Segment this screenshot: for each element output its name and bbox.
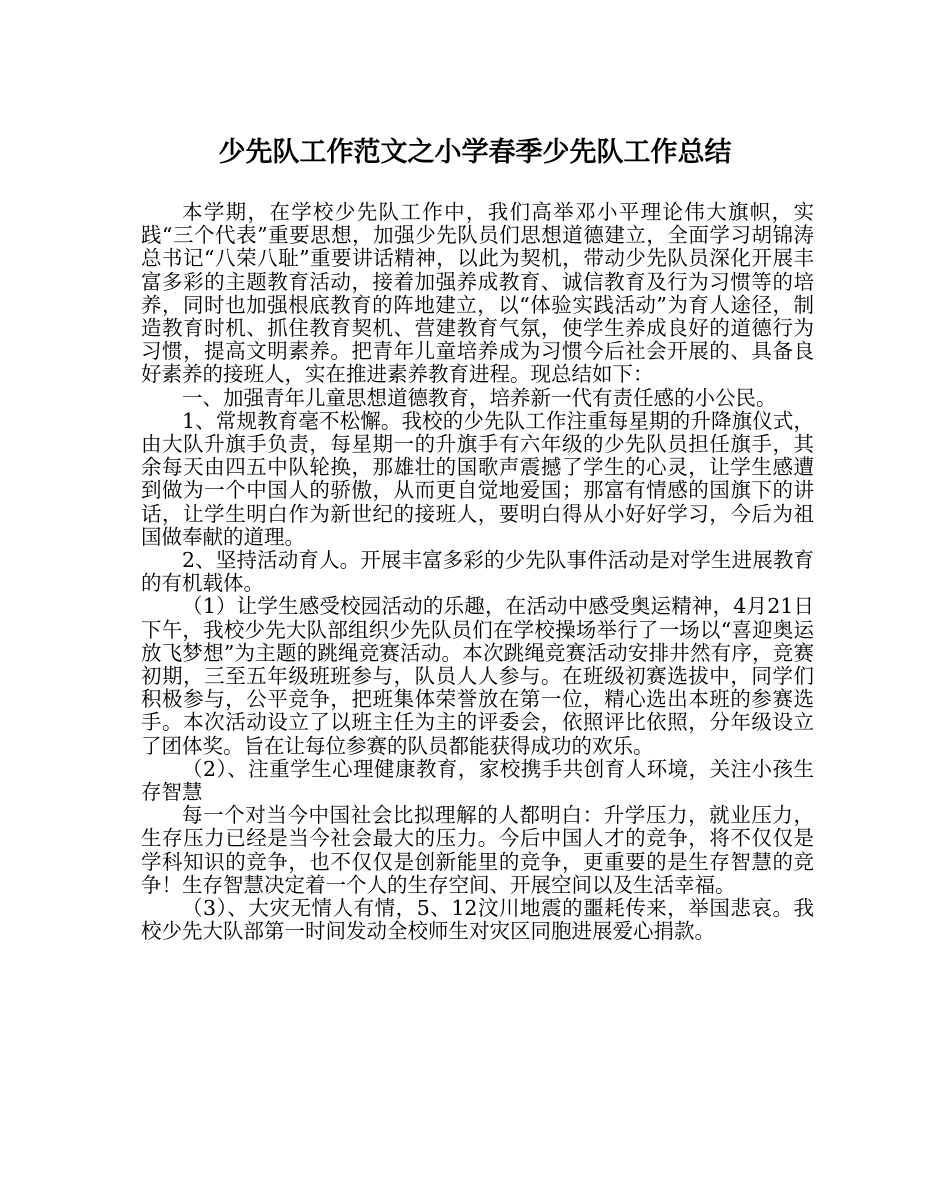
paragraph-item-3: （3）、大灾无情人有情，5、12汶川地震的噩耗传来，举国悲哀。我校少先大队部第一时间发动全校师生对灾区同胞进展爱心捐款。 xyxy=(141,896,814,944)
paragraph-section-1-heading: 一、加强青年儿童思想道德教育，培养新一代有责任感的小公民。 xyxy=(182,385,777,410)
paragraph-survival-wisdom: 每一个对当今中国社会比拟理解的人都明白：升学压力，就业压力，生存压力已经是当今社会最大的压力。今后中国人才的竞争，将不仅仅是学科知识的竞争，也不仅仅是创新能里的竞争，更重要的是生存智慧的竞争！生存智慧决定着一个人的生存空间、开展空间以及生活幸福。 xyxy=(141,803,814,897)
paragraph-activity-education: 2、坚持活动育人。开展丰富多彩的少先队事件活动是对学生进展教育的有机载体。 xyxy=(141,548,814,596)
document-title: 少先队工作范文之小学春季少先队工作总结 xyxy=(218,137,732,168)
paragraph-item-2: （2）、注重学生心理健康教育，家校携手共创育人环境，关注小孩生存智慧 xyxy=(141,756,814,805)
paragraph-routine-education: 1、常规教育毫不松懈。我校的少先队工作注重每星期的升降旗仪式，由大队升旗手负责，每星期一的升旗手有六年级的少先队员担任旗手，其余每天由四五中队轮换，那雄壮的国歌声震撼了学生的心灵，让学生感遭到做为一个中国人的骄傲，从而更自觉地爱国；那富有情感的国旗下的讲话，让学生明白作为新世纪的接班人，要明白得从小好好学习，今后为祖国做奉献的道理。 xyxy=(141,408,814,549)
paragraph-intro: 本学期，在学校少先队工作中，我们高举邓小平理论伟大旗帜，实践“三个代表”重要思想，加强少先队员们思想道德建立，全面学习胡锦涛总书记“八荣八耻”重要讲话精神，以此为契机，带动少先队员深化开展丰富多彩的主题教育活动，接着加强养成教育、诚信教育及行为习惯等的培养，同时也加强根底教育的阵地建立，以“体验实践活动”为育人途径，制造教育时机、抓住教育契机、营建教育气氛，使学生养成良好的道德行为习惯，提高文明素养。把青年儿童培养成为习惯今后社会开展的、具备良好素养的接班人，实在推进素养教育进程。现总结如下： xyxy=(141,200,814,387)
paragraph-item-1: （1）让学生感受校园活动的乐趣，在活动中感受奥运精神，4月21日下午，我校少先大队部组织少先队员们在学校操场举行了一场以“喜迎奥运放飞梦想”为主题的跳绳竞赛活动。本次跳绳竞赛活动安排井然有序，竞赛初期，三至五年级班班参与，队员人人参与。在班级初赛选拔中，同学们积极参与，公平竞争，把班集体荣誉放在第一位，精心选出本班的参赛选手。本次活动设立了以班主任为主的评委会，依照评比依照，分年级设立了团体奖。旨在让每位参赛的队员都能获得成功的欢乐。 xyxy=(141,594,814,758)
document-body xyxy=(141,201,814,944)
